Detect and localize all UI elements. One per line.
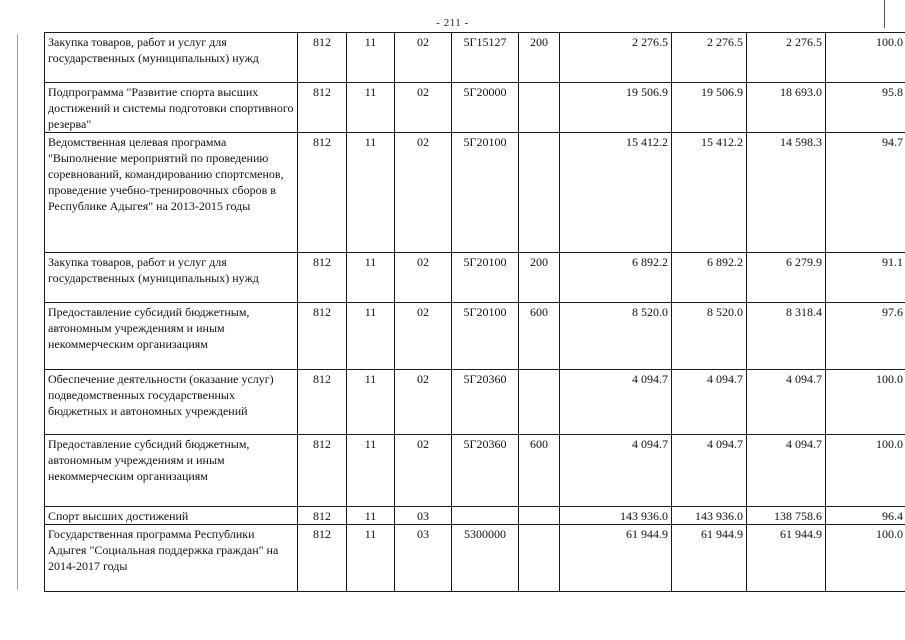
execution-percent-cell: 97.6 <box>826 303 905 370</box>
executed-amount-cell: 4 094.7 <box>747 435 826 507</box>
executed-amount-cell: 8 318.4 <box>747 303 826 370</box>
subsection-code-cell: 03 <box>395 525 452 592</box>
subsection-code-cell: 02 <box>395 435 452 507</box>
execution-percent-cell: 96.4 <box>826 507 905 525</box>
page-edge-line <box>884 0 885 28</box>
ministry-code-cell: 812 <box>298 435 347 507</box>
table-row <box>45 525 905 592</box>
plan-amount-cell: 8 520.0 <box>560 303 672 370</box>
item-name-cell: Подпрограмма "Развитие спорта высших достижений и системы подготовки спортивного резерва" <box>45 83 298 133</box>
expense-type-cell: 200 <box>519 253 560 303</box>
section-code-cell: 11 <box>347 435 395 507</box>
subsection-code-cell: 02 <box>395 133 452 253</box>
section-code-cell: 11 <box>347 253 395 303</box>
table-row <box>45 253 905 303</box>
section-code-cell: 11 <box>347 133 395 253</box>
table-row <box>45 303 905 370</box>
executed-amount-cell: 2 276.5 <box>747 33 826 83</box>
table-row <box>45 435 905 507</box>
plan-amount-cell: 61 944.9 <box>560 525 672 592</box>
expense-type-cell: 200 <box>519 33 560 83</box>
plan-amount-cell: 15 412.2 <box>560 133 672 253</box>
table-row <box>45 133 905 253</box>
clarified-amount-cell: 4 094.7 <box>672 435 747 507</box>
ministry-code-cell: 812 <box>298 303 347 370</box>
expense-type-cell: 600 <box>519 435 560 507</box>
item-name-cell: Закупка товаров, работ и услуг для государственных (муниципальных) нужд <box>45 33 298 83</box>
target-article-cell: 5Г20360 <box>452 370 519 435</box>
subsection-code-cell: 02 <box>395 303 452 370</box>
section-code-cell: 11 <box>347 303 395 370</box>
subsection-code-cell: 03 <box>395 507 452 525</box>
clarified-amount-cell: 2 276.5 <box>672 33 747 83</box>
execution-percent-cell: 91.1 <box>826 253 905 303</box>
section-code-cell: 11 <box>347 370 395 435</box>
target-article-cell <box>452 507 519 525</box>
target-article-cell: 5Г20100 <box>452 253 519 303</box>
expense-type-cell <box>519 525 560 592</box>
ministry-code-cell: 812 <box>298 33 347 83</box>
subsection-code-cell: 02 <box>395 33 452 83</box>
plan-amount-cell: 143 936.0 <box>560 507 672 525</box>
ministry-code-cell: 812 <box>298 253 347 303</box>
executed-amount-cell: 61 944.9 <box>747 525 826 592</box>
table-row <box>45 33 905 83</box>
section-code-cell: 11 <box>347 83 395 133</box>
item-name-cell: Спорт высших достижений <box>45 507 298 525</box>
subsection-code-cell: 02 <box>395 370 452 435</box>
execution-percent-cell: 95.8 <box>826 83 905 133</box>
clarified-amount-cell: 4 094.7 <box>672 370 747 435</box>
ministry-code-cell: 812 <box>298 525 347 592</box>
item-name-cell: Обеспечение деятельности (оказание услуг) подведомственных государственных бюджетных и автономных учреждений <box>45 370 298 435</box>
section-code-cell: 11 <box>347 507 395 525</box>
target-article-cell: 5Г20000 <box>452 83 519 133</box>
target-article-cell: 5Г20100 <box>452 303 519 370</box>
budget-execution-table <box>44 32 905 592</box>
target-article-cell: 5Г20100 <box>452 133 519 253</box>
ministry-code-cell: 812 <box>298 83 347 133</box>
table-row <box>45 507 905 525</box>
target-article-cell: 5Г15127 <box>452 33 519 83</box>
table-row <box>45 370 905 435</box>
item-name-cell: Предоставление субсидий бюджетным, автономным учреждениям и иным некоммерческим организациям <box>45 435 298 507</box>
clarified-amount-cell: 19 506.9 <box>672 83 747 133</box>
item-name-cell: Государственная программа Республики Адыгея "Социальная поддержка граждан" на 2014-2017 годы <box>45 525 298 592</box>
section-code-cell: 11 <box>347 33 395 83</box>
subsection-code-cell: 02 <box>395 83 452 133</box>
subsection-code-cell: 02 <box>395 253 452 303</box>
target-article-cell: 5Г20360 <box>452 435 519 507</box>
executed-amount-cell: 6 279.9 <box>747 253 826 303</box>
execution-percent-cell: 100.0 <box>826 435 905 507</box>
clarified-amount-cell: 143 936.0 <box>672 507 747 525</box>
item-name-cell: Ведомственная целевая программа "Выполнение мероприятий по проведению соревнований, командированию спортсменов, проведение учебно-тренировочных сборов в Республике Адыгея" на 2013-2015 годы <box>45 133 298 253</box>
item-name-cell: Предоставление субсидий бюджетным, автономным учреждениям и иным некоммерческим организациям <box>45 303 298 370</box>
section-code-cell: 11 <box>347 525 395 592</box>
executed-amount-cell: 14 598.3 <box>747 133 826 253</box>
item-name-cell: Закупка товаров, работ и услуг для государственных (муниципальных) нужд <box>45 253 298 303</box>
execution-percent-cell: 100.0 <box>826 33 905 83</box>
clarified-amount-cell: 61 944.9 <box>672 525 747 592</box>
executed-amount-cell: 138 758.6 <box>747 507 826 525</box>
execution-percent-cell: 100.0 <box>826 525 905 592</box>
executed-amount-cell: 18 693.0 <box>747 83 826 133</box>
table-row <box>45 83 905 133</box>
expense-type-cell <box>519 83 560 133</box>
plan-amount-cell: 6 892.2 <box>560 253 672 303</box>
ministry-code-cell: 812 <box>298 133 347 253</box>
plan-amount-cell: 4 094.7 <box>560 435 672 507</box>
expense-type-cell <box>519 507 560 525</box>
execution-percent-cell: 100.0 <box>826 370 905 435</box>
plan-amount-cell: 19 506.9 <box>560 83 672 133</box>
ministry-code-cell: 812 <box>298 370 347 435</box>
ministry-code-cell: 812 <box>298 507 347 525</box>
clarified-amount-cell: 15 412.2 <box>672 133 747 253</box>
clarified-amount-cell: 6 892.2 <box>672 253 747 303</box>
plan-amount-cell: 2 276.5 <box>560 33 672 83</box>
plan-amount-cell: 4 094.7 <box>560 370 672 435</box>
clarified-amount-cell: 8 520.0 <box>672 303 747 370</box>
expense-type-cell <box>519 133 560 253</box>
executed-amount-cell: 4 094.7 <box>747 370 826 435</box>
expense-type-cell <box>519 370 560 435</box>
expense-type-cell: 600 <box>519 303 560 370</box>
binding-margin-line <box>17 34 18 590</box>
page-number: - 211 - <box>436 17 469 29</box>
execution-percent-cell: 94.7 <box>826 133 905 253</box>
target-article-cell: 5300000 <box>452 525 519 592</box>
